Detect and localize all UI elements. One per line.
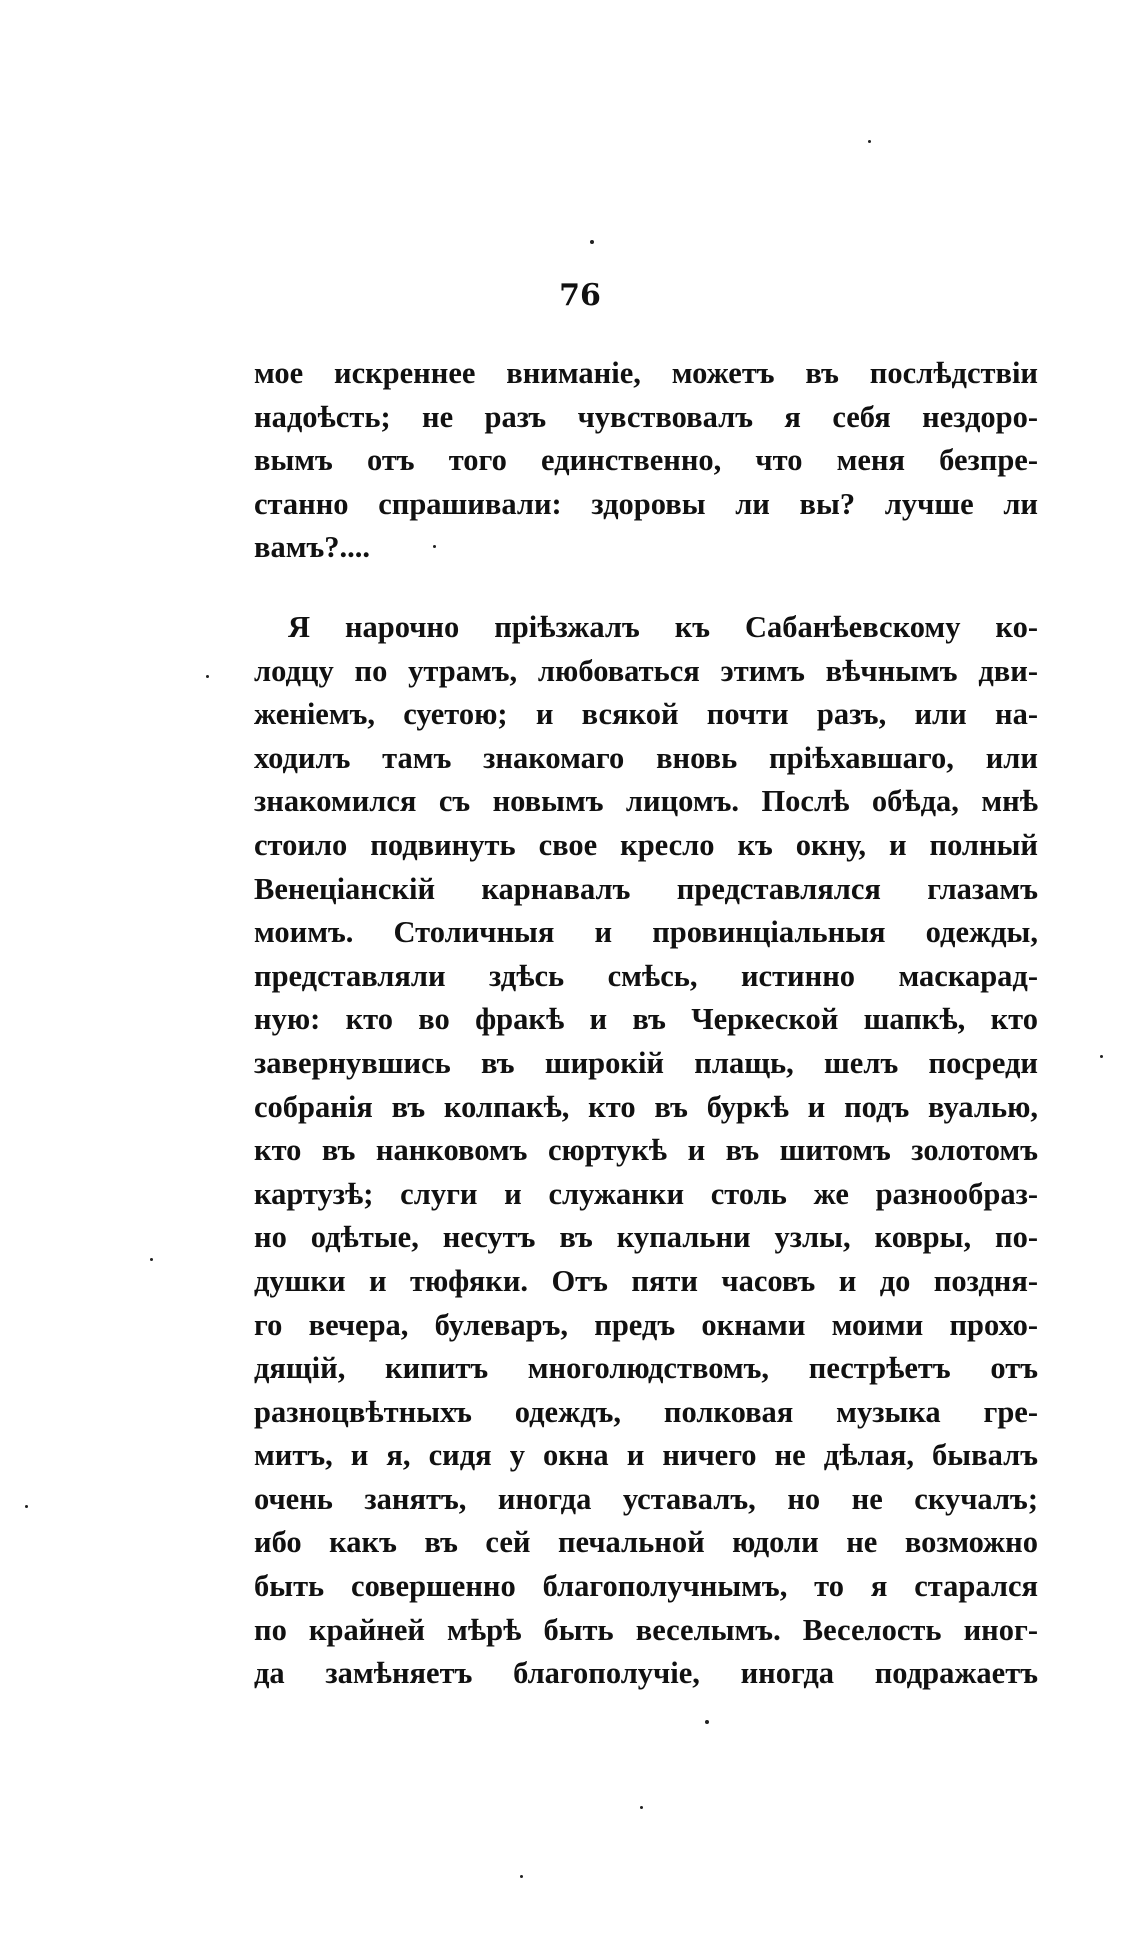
text-line: надоѣсть; не разъ чувствовалъ я себя нездоро- [254, 399, 1038, 434]
text-line: завернувшись въ широкій плащь, шелъ посреди [254, 1045, 1038, 1080]
scan-speck [520, 1875, 523, 1878]
text-line: кто въ нанковомъ сюртукѣ и въ шитомъ золотомъ [254, 1133, 1038, 1168]
text-line: представляли здѣсь смѣсь, истинно маскарад- [254, 958, 1038, 993]
scan-speck [206, 675, 209, 678]
scan-speck [150, 1258, 153, 1261]
text-line: Венеціанскій карнавалъ представлялся глазамъ [254, 871, 1038, 906]
text-line: женіемъ, суетою; и всякой почти разъ, или на- [254, 697, 1038, 732]
text-line: ибо какъ въ сей печальной юдоли не возможно [254, 1525, 1038, 1560]
scan-speck [868, 140, 871, 143]
text-line: дящій, кипитъ многолюдствомъ, пестрѣетъ отъ [254, 1351, 1038, 1386]
scan-speck [705, 1720, 709, 1724]
text-line: да замѣняетъ благополучіе, иногда подражаетъ [254, 1656, 1038, 1691]
scan-speck [640, 1806, 643, 1809]
page-number: 76 [559, 278, 601, 313]
text-line: моимъ. Столичныя и провинціальныя одежды, [254, 915, 1038, 950]
paragraph-2 [254, 606, 1038, 1696]
text-line: го вечера, булеваръ, предъ окнами моими прохо- [254, 1307, 1038, 1342]
scan-speck [433, 545, 436, 548]
text-line: мое искреннее вниманіе, можетъ въ послѣдствіи [254, 356, 1038, 390]
text-line: Я нарочно пріѣзжалъ къ Сабанѣевскому ко- [288, 610, 1038, 644]
text-line: ную: кто во фракѣ и въ Черкеской шапкѣ, кто [254, 1002, 1038, 1037]
text-line: станно спрашивали: здоровы ли вы? лучше ли [254, 486, 1038, 521]
scan-speck [25, 1505, 28, 1508]
text-line: ходилъ тамъ знакомаго вновь пріѣхавшаго, или [254, 740, 1038, 775]
text-line: митъ, и я, сидя у окна и ничего не дѣлая, бывалъ [254, 1438, 1038, 1473]
scan-speck [1100, 1055, 1103, 1058]
text-line: душки и тюфяки. Отъ пяти часовъ и до поздня- [254, 1263, 1038, 1298]
paragraph-1 [254, 352, 1038, 570]
text-line: лодцу по утрамъ, любоваться этимъ вѣчнымъ дви- [254, 653, 1038, 688]
text-line: вамъ?.... [254, 530, 371, 565]
text-line: стоило подвинуть свое кресло къ окну, и полный [254, 827, 1038, 862]
text-line: по крайней мѣрѣ быть веселымъ. Веселость иног- [254, 1612, 1038, 1647]
text-line: но одѣтые, несутъ въ купальни узлы, ковры, по- [254, 1220, 1038, 1255]
scan-speck [590, 240, 594, 244]
text-line: знакомился съ новымъ лицомъ. Послѣ обѣда, мнѣ [254, 784, 1038, 819]
text-line: разноцвѣтныхъ одеждъ, полковая музыка гре- [254, 1394, 1038, 1429]
text-line: очень занятъ, иногда уставалъ, но не скучалъ; [254, 1481, 1038, 1516]
text-line: картузѣ; слуги и служанки столь же разнообраз- [254, 1176, 1038, 1211]
text-line: собранія въ колпакѣ, кто въ буркѣ и подъ вуалью, [254, 1089, 1038, 1124]
text-line: быть совершенно благополучнымъ, то я старался [254, 1569, 1038, 1604]
text-line: вымъ отъ того единственно, что меня безпре- [254, 443, 1038, 478]
